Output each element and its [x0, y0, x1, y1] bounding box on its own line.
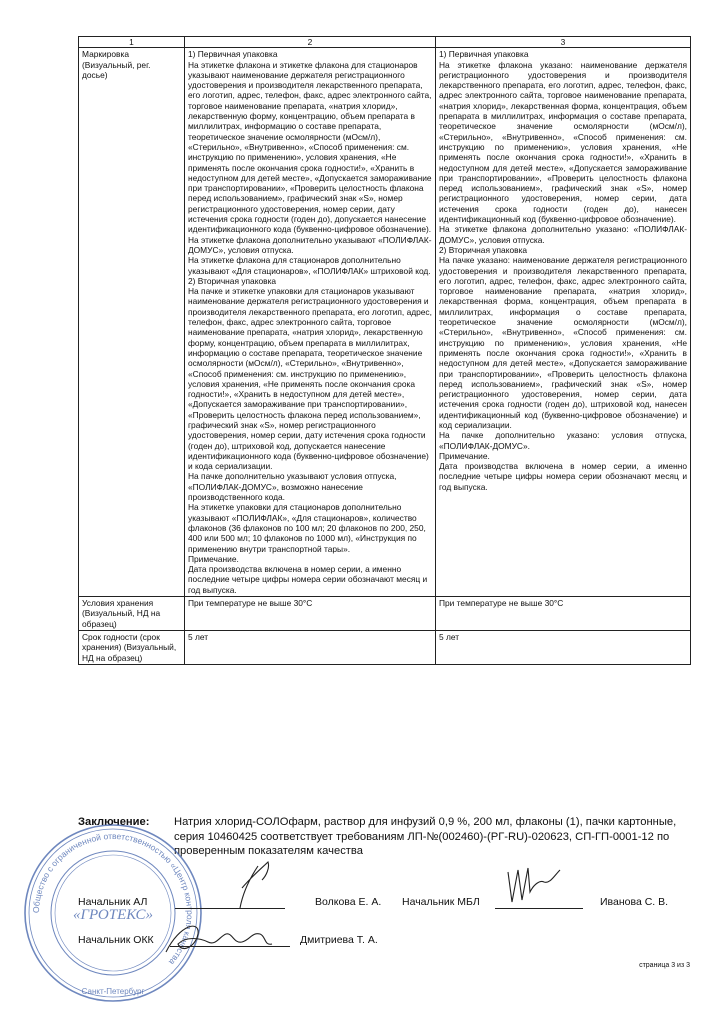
table-header-row: [79, 37, 691, 48]
column-header: 3: [436, 37, 691, 48]
test-result: 1) Первичная упаковка На этикетке флакона указано: наименование держателя регистрационного удостоверения и производителя лекарственного препарата, его логотип, адрес, телефон, факс, адрес электронного сайта, торговое наименование препарата, «натрия хлорид», лекарственная форма, концентрация, объем препарата в миллилитрах, информация о составе препарата, теоретическое значение осмолярности (мОсм/л), «Стерильно», «Внутривенно», «Способ применения: см. инструкцию по применению», условия хранения, «Не применять после окончания срока годности!», «Хранить в недоступном для детей месте», «Допускается замораживание при транспортировании», «Проверить целостность флакона перед использованием», графический знак «S», номер регистрационного удостоверения, номер серии, дата истечения срока годности (годен до), нанесен идентификационный код (буквенно-цифровое обозначение). На этикетке флакона дополнительно указано: «ПОЛИФЛАК-ДОМУС», условия отпуска. 2) Вторичная упаковка На пачке указано: наименование держателя регистрационного удостоверения и производителя лекарственного препарата, его логотип, адрес, телефон, факс, адрес электронного сайта, торговое наименование препарата, «натрия хлорид», лекарственная форма, концентрация, объем препарата в миллилитрах, информация о составе препарата, теоретическое значение осмолярности (мОсм/л), «Стерильно», «Внутривенно», «Способ применения: см. инструкцию по применению», условия хранения, «Не применять после окончания срока годности!», «Хранить в недоступном для детей месте», «Допускается замораживание при транспортировании», «Проверить целостность флакона перед использованием», графический знак «S», номер регистрационного удостоверения, номер серии, дата истечения срока годности (годен до), штриховой код, нанесен идентификационный код (буквенно-цифровое обозначение) и код сериализации. На пачке дополнительно указано: условия отпуска, «ПОЛИФЛАК-ДОМУС». Примечание. Дата производства включена в номер серии, а именно последние четыре цифры номера серии обозначают месяц и год выпуска.: [436, 48, 691, 597]
organization-stamp: [18, 818, 208, 1008]
row-label: Условия хранения (Визуальный, НД на образец): [79, 597, 185, 631]
spec-requirement: 5 лет: [185, 630, 436, 664]
signature-line: [495, 908, 583, 909]
signatory-name-okk: Дмитриева Т. А.: [300, 934, 378, 946]
signature-ivanova: [500, 862, 570, 907]
conclusion-label: Заключение:: [78, 816, 150, 828]
quality-spec-table: [78, 36, 691, 665]
conclusion-text: Натрия хлорид-СОЛОфарм, раствор для инфузий 0,9 %, 200 мл, флаконы (1), пачки картонные, серия 10460425 соответствует требованиям ЛП-№(002460)-(РГ-RU)-020623, СП-ГП-0001-12 по проверенным показателям качества: [174, 816, 677, 857]
signatory-name-al: Волкова Е. А.: [315, 896, 382, 908]
svg-text:Санкт-Петербург: Санкт-Петербург: [81, 987, 145, 996]
svg-text:«ГРОТЕКС»: «ГРОТЕКС»: [72, 907, 154, 923]
spec-requirement: 1) Первичная упаковка На этикетке флакона и этикетке флакона для стационаров указывают наименование держателя регистрационного удостоверения и производителя лекарственного препарата, его логотип, адрес, телефон, факс, адрес электронного сайта, торговое наименование препарата, «натрия хлорид», лекарственную форму, концентрацию, объем препарата в миллилитрах, информацию о составе препарата, теоретическое значение осмолярности (мОсм/л), «Стерильно», «Внутривенно», «Способ применения: см. инструкцию по применению», условия хранения, «Не применять после окончания срока годности!», «Хранить в недоступном для детей месте», «Допускается замораживание при транспортировании», «Проверить целостность флакона перед использованием», графический знак «S», номер регистрационного удостоверения, номер серии, дату истечения срока годности (годен до), допускается нанесение идентификационного кода (буквенно-цифровое обозначение). На этикетке флакона дополнительно указывают «ПОЛИФЛАК-ДОМУС», условия отпуска. На этикетке флакона для стационаров дополнительно указывают «Для стационаров», «ПОЛИФЛАК» штриховой код. 2) Вторичная упаковка На пачке и этикетке упаковки для стационаров указывают наименование держателя регистрационного удостоверения и производителя лекарственного препарата, его логотип, адрес, телефон, факс, адрес электронного сайта, торговое наименование препарата, «натрия хлорид», лекарственную форму, концентрацию, объем препарата в миллилитрах, информацию о составе препарата, теоретическое значение осмолярности (мОсм/л), «Стерильно», «Внутривенно», «Способ применения: см. инструкцию по применению», условия хранения, «Не применять после окончания срока годности!», «Хранить в недоступном для детей месте», «Допускается замораживание при транспортировании», «Проверить целостность флакона перед использованием», графический знак «S», номер регистрационного удостоверения, номер серии, дату истечения срока годности (годен до), штриховой код, допускается нанесение идентификационного кода (буквенно-цифровое обозначение) и кода сериализации. На пачке дополнительно указывают условия отпуска, «ПОЛИФЛАК-ДОМУС», возможно нанесение производственного кода. На этикетке упаковки для стационаров дополнительно указывают «ПОЛИФЛАК», «Для стационаров», количество флаконов (36 флаконов по 100 мл; 20 флаконов по 200, 250, 400 или 500 мл; 10 флаконов по 1000 мл), «Инструкция по применению внутри транспортной тары». Примечание. Дата производства включена в номер серии, а именно последние четыре цифры номера серии обозначают месяц и год выпуска.: [185, 48, 436, 597]
column-header: 2: [185, 37, 436, 48]
signatory-name-mbl: Иванова С. В.: [600, 896, 669, 908]
test-result: 5 лет: [436, 630, 691, 664]
signatory-role-al: Начальник АЛ: [78, 896, 148, 908]
test-result: При температуре не выше 30°С: [436, 597, 691, 631]
table-row: [79, 597, 691, 631]
signatory-role-mbl: Начальник МБЛ: [402, 896, 480, 908]
svg-text:Общество с ограниченной ответс: Общество с ограниченной ответственностью «Центр контроля качества: [30, 830, 196, 967]
row-label: Срок годности (срок хранения) (Визуальный, НД на образец): [79, 630, 185, 664]
spec-requirement: При температуре не выше 30°С: [185, 597, 436, 631]
signature-dmitrieva: [160, 914, 280, 962]
column-header: 1: [79, 37, 185, 48]
signature-volkova: [228, 858, 288, 913]
table-row: [79, 48, 691, 597]
page-number: страница 3 из 3: [639, 962, 690, 969]
table-row: [79, 630, 691, 664]
row-label: Маркировка (Визуальный, рег. досье): [79, 48, 185, 597]
signatory-role-okk: Начальник ОКК: [78, 934, 154, 946]
